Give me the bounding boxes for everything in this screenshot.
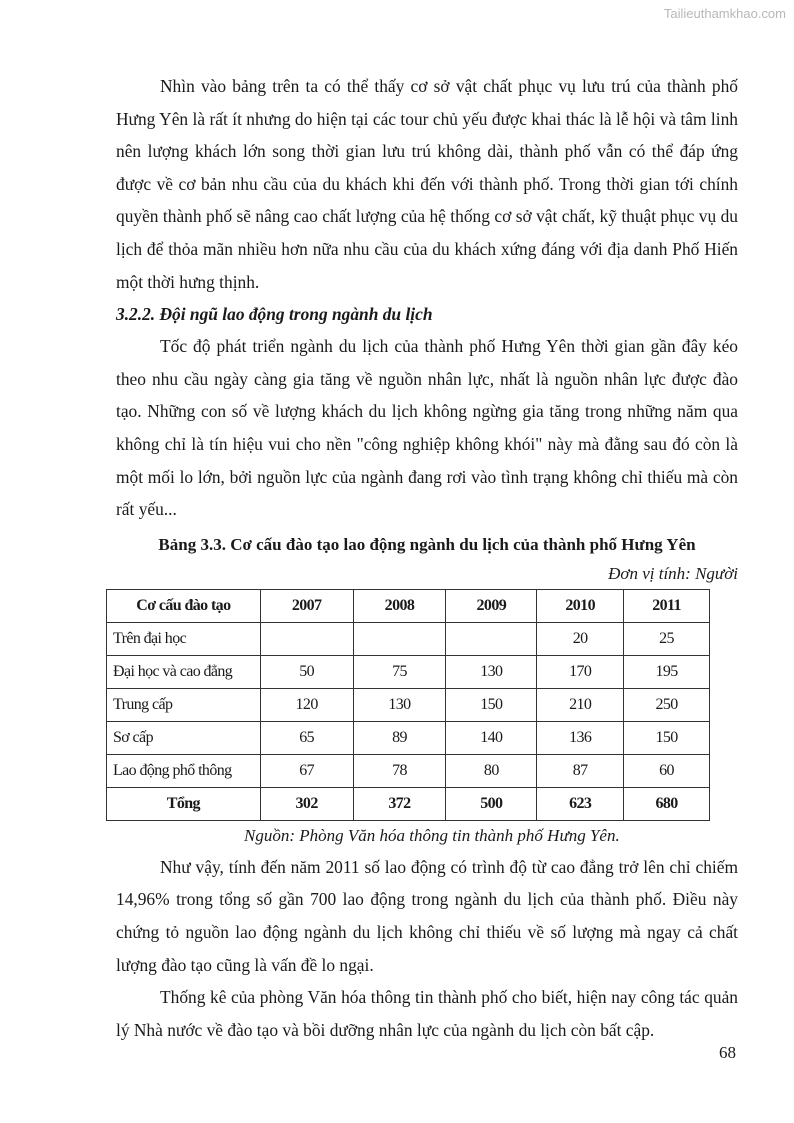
table-cell: 130 <box>353 688 446 721</box>
paragraph: Như vậy, tính đến năm 2011 số lao động có trình độ từ cao đẳng trở lên chỉ chiếm 14,96% trong tổng số gần 700 lao động trong ngành du lịch của thành phố. Điều này chứng tỏ nguồn lao động ngành du lịch không chỉ thiếu về số lượng mà ngay cả chất lượng đào tạo cũng là vấn đề lo ngại. <box>116 856 738 975</box>
table-cell: 120 <box>260 688 353 721</box>
table-cell: 140 <box>446 721 537 754</box>
table-cell: 25 <box>624 622 710 655</box>
table-cell: 170 <box>537 655 624 688</box>
total-cell: 680 <box>624 787 710 820</box>
table-unit: Đơn vị tính: Người <box>608 563 738 583</box>
total-cell: 500 <box>446 787 537 820</box>
total-cell: 372 <box>353 787 446 820</box>
column-header: 2007 <box>260 589 353 622</box>
table-cell: 195 <box>624 655 710 688</box>
table-row <box>107 754 710 787</box>
row-label: Trên đại học <box>107 622 261 655</box>
table-cell: 150 <box>624 721 710 754</box>
table-cell <box>446 622 537 655</box>
paragraph: Thống kê của phòng Văn hóa thông tin thành phố cho biết, hiện nay công tác quản lý Nhà nước về đào tạo và bồi dưỡng nhân lực của ngành du lịch còn bất cập. <box>116 987 738 1040</box>
table-row <box>107 655 710 688</box>
table-cell: 60 <box>624 754 710 787</box>
table-cell: 78 <box>353 754 446 787</box>
paragraph: Tốc độ phát triển ngành du lịch của thành phố Hưng Yên thời gian gần đây kéo theo nhu cầu ngày càng gia tăng về nguồn nhân lực, nhất là nguồn nhân lực được đào tạo. Những con số về lượng khách du lịch không ngừng gia tăng trong những năm qua không chỉ là tín hiệu vui cho nền "công nghiệp không khói" này mà đằng sau đó còn là một mối lo lớn, bởi nguồn lực của ngành đang rơi vào tình trạng không chỉ thiếu mà còn rất yếu... <box>116 336 738 520</box>
column-header: 2008 <box>353 589 446 622</box>
column-header: 2011 <box>624 589 710 622</box>
table-cell: 50 <box>260 655 353 688</box>
table-cell: 130 <box>446 655 537 688</box>
table-row <box>107 622 710 655</box>
table-row <box>107 721 710 754</box>
table-row <box>107 688 710 721</box>
table-cell: 136 <box>537 721 624 754</box>
total-cell: 623 <box>537 787 624 820</box>
table-cell: 67 <box>260 754 353 787</box>
table-cell: 210 <box>537 688 624 721</box>
paragraph: Nhìn vào bảng trên ta có thể thấy cơ sở vật chất phục vụ lưu trú của thành phố Hưng Yên là rất ít nhưng do hiện tại các tour chủ yếu được khai thác là lễ hội và tâm linh nên lượng khách lớn song thời gian lưu trú không dài, thành phố vẫn có thể đáp ứng được về cơ bản nhu cầu của du khách khi đến với thành phố. Trong thời gian tới chính quyền thành phố sẽ nâng cao chất lượng của hệ thống cơ sở vật chất, kỹ thuật phục vụ du lịch để thỏa mãn nhiều hơn nữa nhu cầu của du khách xứng đáng với địa danh Phố Hiến một thời hưng thịnh. <box>116 76 738 292</box>
column-header: 2010 <box>537 589 624 622</box>
column-header: Cơ cấu đào tạo <box>107 589 261 622</box>
training-structure-table <box>106 589 710 821</box>
table-cell: 65 <box>260 721 353 754</box>
table-cell: 89 <box>353 721 446 754</box>
total-label: Tổng <box>107 787 261 820</box>
document-body <box>113 70 738 1046</box>
table-cell <box>260 622 353 655</box>
table-cell <box>353 622 446 655</box>
section-heading: 3.2.2. Đội ngũ lao động trong ngành du lịch <box>116 304 433 325</box>
table-cell: 20 <box>537 622 624 655</box>
watermark: Tailieuthamkhao.com <box>663 6 786 21</box>
row-label: Sơ cấp <box>107 721 261 754</box>
table-cell: 75 <box>353 655 446 688</box>
table-total-row <box>107 787 710 820</box>
row-label: Lao động phổ thông <box>107 754 261 787</box>
row-label: Trung cấp <box>107 688 261 721</box>
table-cell: 87 <box>537 754 624 787</box>
table-cell: 80 <box>446 754 537 787</box>
column-header: 2009 <box>446 589 537 622</box>
table-title: Bảng 3.3. Cơ cấu đào tạo lao động ngành du lịch của thành phố Hưng Yên <box>158 534 696 554</box>
table-source: Nguồn: Phòng Văn hóa thông tin thành phố Hưng Yên. <box>244 825 620 845</box>
total-cell: 302 <box>260 787 353 820</box>
row-label: Đại học và cao đẳng <box>107 655 261 688</box>
table-cell: 150 <box>446 688 537 721</box>
page-number: 68 <box>719 1043 736 1062</box>
table-header-row <box>107 589 710 622</box>
table-cell: 250 <box>624 688 710 721</box>
